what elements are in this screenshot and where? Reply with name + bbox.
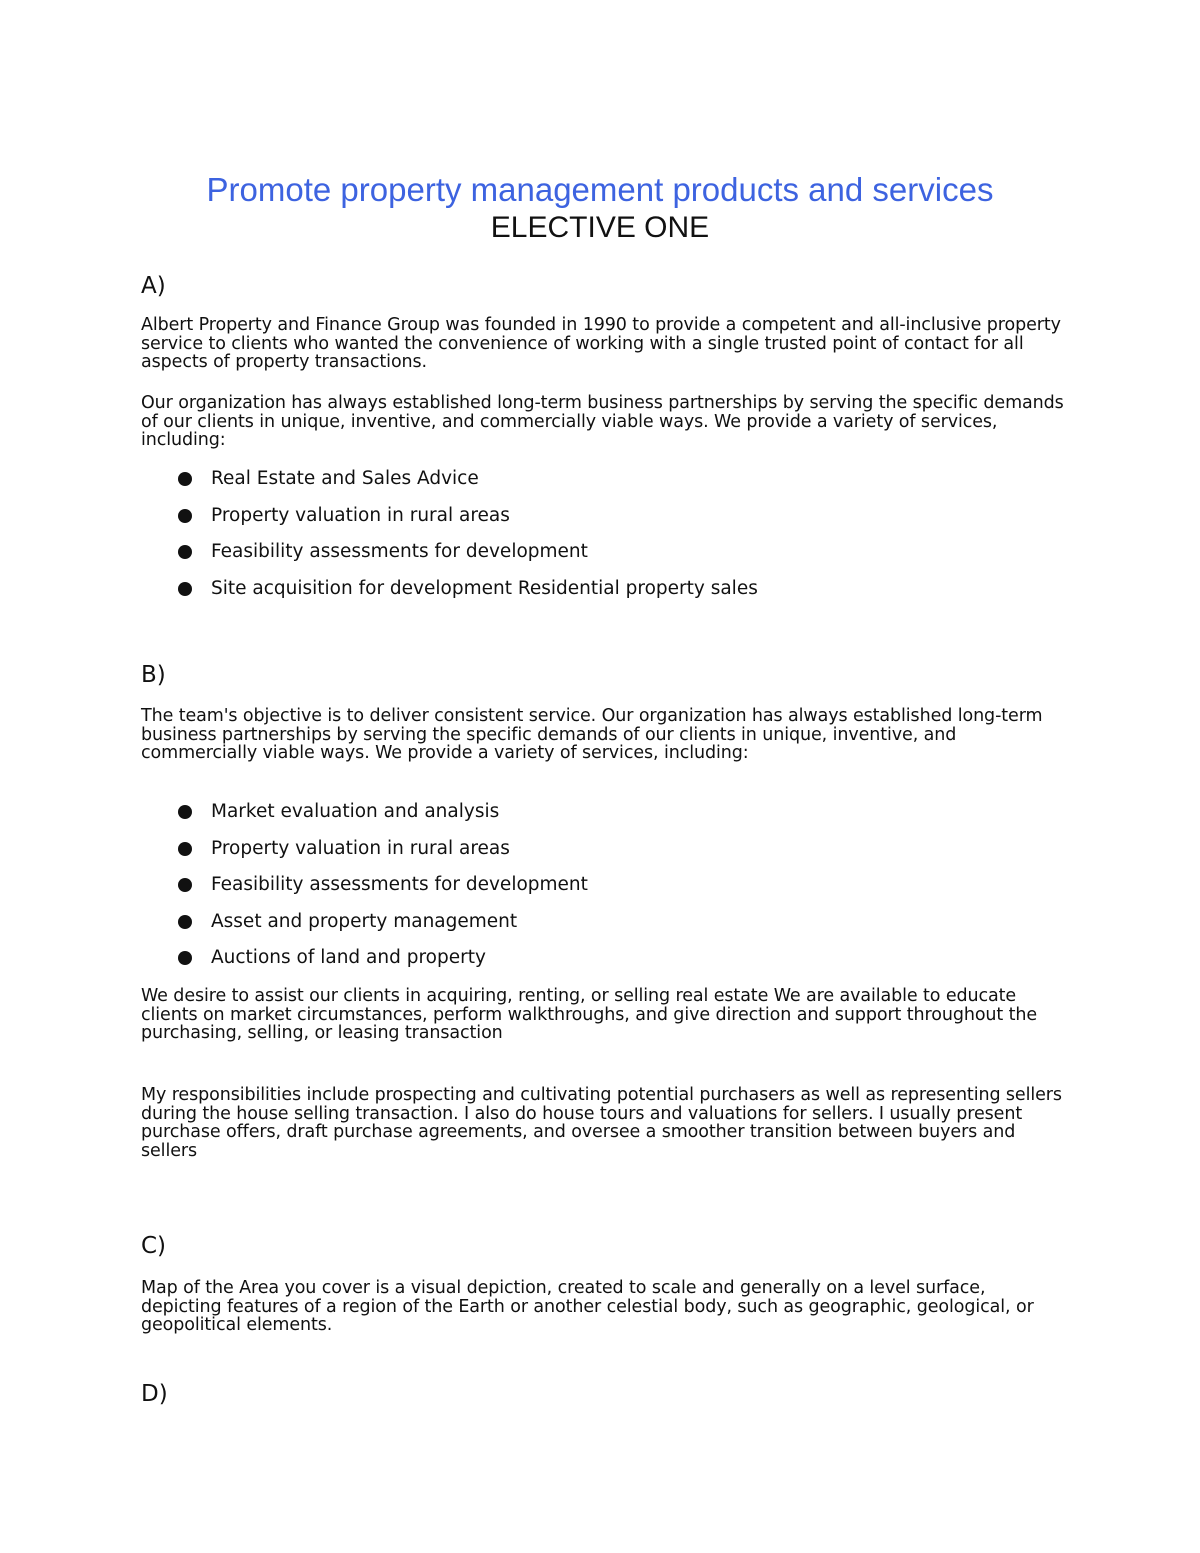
bullet-icon [178, 842, 192, 856]
bullet-icon [178, 545, 192, 559]
list-item [178, 873, 1058, 910]
bullet-icon [178, 509, 192, 523]
section-a-paragraph-1: Albert Property and Finance Group was founded in 1990 to provide a competent and all-inclusive property service to clients who wanted the convenience of working with a single trusted point of contact for all aspects of property transactions. [141, 315, 1061, 373]
section-a-paragraph-2: Our organization has always established long-term business partnerships by serving the specific demands of our clients in unique, inventive, and commercially viable ways. We provide a variety of services, including: [141, 393, 1064, 451]
section-b-paragraph-3: My responsibilities include prospecting and cultivating potential purchasers as well as representing sellers during the house selling transaction. I also do house tours and valuations for sellers. I usually present purchase offers, draft purchase agreements, and oversee a smoother transition between buyers and sellers [141, 1085, 1062, 1161]
document-title: Promote property management products and services [206, 171, 994, 208]
list-item-text: Real Estate and Sales Advice [211, 468, 479, 489]
list-item [178, 467, 1058, 504]
list-item [178, 504, 1058, 541]
bullet-icon [178, 951, 192, 965]
section-c-label: C) [141, 1233, 167, 1259]
list-item [178, 577, 1058, 614]
section-d-label: D) [141, 1381, 168, 1407]
list-item [178, 910, 1058, 947]
bullet-icon [178, 805, 192, 819]
list-item-text: Property valuation in rural areas [211, 504, 510, 526]
list-item-text: Site acquisition for development Residential property sales [211, 577, 758, 599]
list-item-text: Market evaluation and analysis [211, 801, 500, 822]
list-item [178, 837, 1058, 874]
section-b-paragraph-1: The team's objective is to deliver consistent service. Our organization has always established long-term business partnerships by serving the specific demands of our clients in unique, inventive, and commercially viable ways. We provide a variety of services, including: [141, 706, 1043, 764]
bullet-icon [178, 915, 192, 929]
list-item [178, 946, 1058, 983]
section-a-label: A) [141, 273, 166, 299]
list-item-text: Asset and property management [211, 910, 518, 932]
bullet-icon [178, 582, 192, 596]
bullet-icon [178, 472, 192, 486]
section-a-bullet-list [178, 467, 1058, 613]
list-item-text: Property valuation in rural areas [211, 837, 510, 859]
list-item-text: Feasibility assessments for development [211, 874, 588, 896]
document-subtitle: ELECTIVE ONE [490, 211, 710, 244]
section-b-label: B) [141, 662, 166, 688]
bullet-icon [178, 878, 192, 892]
list-item-text: Feasibility assessments for development [211, 541, 588, 563]
list-item [178, 540, 1058, 577]
section-c-paragraph-1: Map of the Area you cover is a visual depiction, created to scale and generally on a level surface, depicting features of a region of the Earth or another celestial body, such as geographic, geological, or geopolitical elements. [141, 1278, 1034, 1336]
list-item [178, 800, 1058, 837]
section-b-bullet-list [178, 800, 1058, 983]
section-b-paragraph-2: We desire to assist our clients in acquiring, renting, or selling real estate We are available to educate clients on market circumstances, perform walkthroughs, and give direction and support throughout the purchasing, selling, or leasing transaction [141, 986, 1038, 1044]
list-item-text: Auctions of land and property [211, 947, 486, 969]
